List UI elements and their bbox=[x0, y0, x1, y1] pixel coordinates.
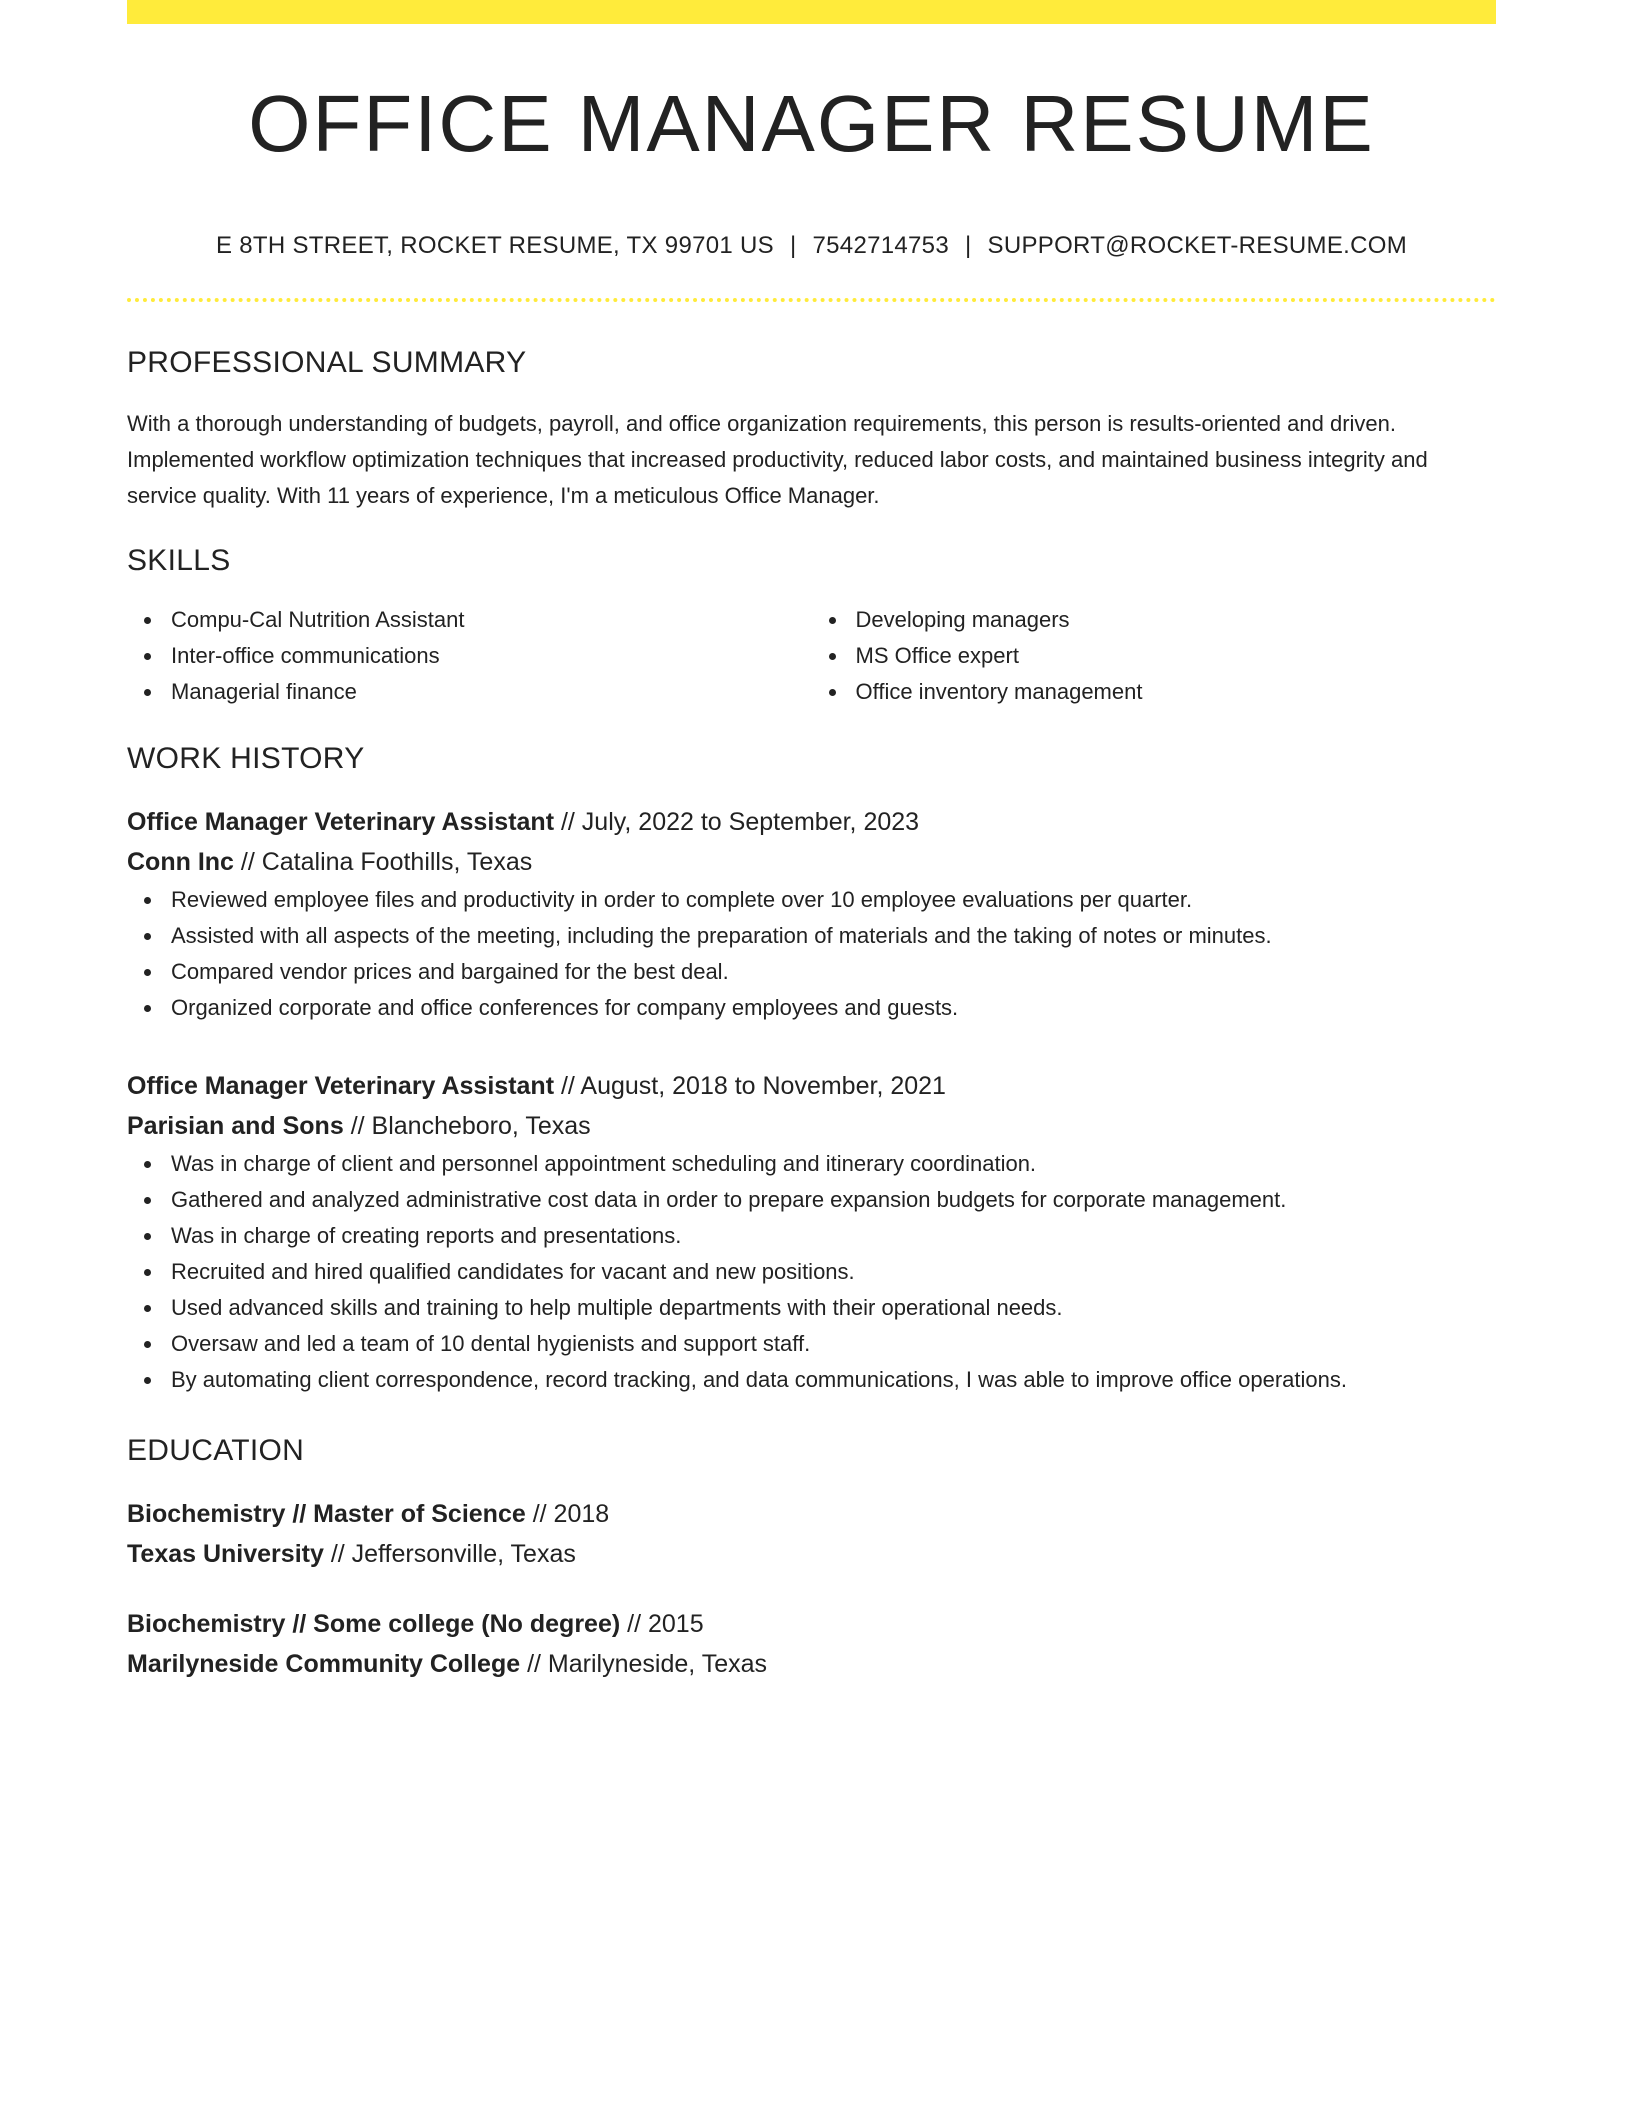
section-heading-education: EDUCATION bbox=[127, 1434, 305, 1467]
accent-top-bar bbox=[127, 0, 1496, 24]
job-title-line bbox=[127, 1066, 1496, 1106]
contact-separator: | bbox=[964, 232, 972, 259]
job-bullet: Recruited and hired qualified candidates for vacant and new positions. bbox=[127, 1254, 1496, 1290]
job-company-line bbox=[127, 1106, 1496, 1146]
job-company-line bbox=[127, 842, 1496, 882]
section-heading-work-history: WORK HISTORY bbox=[127, 742, 365, 775]
education-entry bbox=[127, 1604, 1496, 1684]
job-bullet: By automating client correspondence, record tracking, and data communications, I was able to improve office operations. bbox=[127, 1362, 1496, 1398]
skill-item: Office inventory management bbox=[812, 674, 1497, 710]
education-degree-line bbox=[127, 1494, 1496, 1534]
job-bullet: Organized corporate and office conferences for company employees and guests. bbox=[127, 990, 1496, 1026]
dotted-divider bbox=[127, 298, 1496, 302]
job-location: // Catalina Foothills, Texas bbox=[233, 848, 533, 876]
job-bullet: Was in charge of client and personnel appointment scheduling and itinerary coordination. bbox=[127, 1146, 1496, 1182]
job-bullet: Used advanced skills and training to help multiple departments with their operational needs. bbox=[127, 1290, 1496, 1326]
job-title-line bbox=[127, 802, 1496, 842]
contact-address: E 8TH STREET, ROCKET RESUME, TX 99701 US bbox=[216, 232, 774, 259]
contact-separator: | bbox=[789, 232, 797, 259]
skill-item: Managerial finance bbox=[127, 674, 812, 710]
job-dates: // July, 2022 to September, 2023 bbox=[554, 808, 920, 836]
education-degree: Biochemistry // Master of Science bbox=[127, 1500, 526, 1528]
page-title: OFFICE MANAGER RESUME bbox=[248, 79, 1375, 168]
education-school-line bbox=[127, 1644, 1496, 1684]
skills-grid bbox=[127, 602, 1496, 710]
education-degree-line bbox=[127, 1604, 1496, 1644]
skill-item: Developing managers bbox=[812, 602, 1497, 638]
section-heading-summary: PROFESSIONAL SUMMARY bbox=[127, 346, 527, 379]
job-bullet: Was in charge of creating reports and presentations. bbox=[127, 1218, 1496, 1254]
education-school: Marilyneside Community College bbox=[127, 1650, 521, 1678]
skill-item: Compu-Cal Nutrition Assistant bbox=[127, 602, 812, 638]
resume-page bbox=[127, 0, 1496, 1684]
job-bullet-list bbox=[127, 882, 1496, 1026]
contact-line bbox=[127, 232, 1496, 260]
skills-column-right bbox=[812, 602, 1497, 710]
education-year: // 2015 bbox=[620, 1610, 704, 1638]
education-year: // 2018 bbox=[525, 1500, 610, 1528]
job-bullet: Gathered and analyzed administrative cost data in order to prepare expansion budgets for corporate management. bbox=[127, 1182, 1496, 1218]
job-bullet: Oversaw and led a team of 10 dental hygienists and support staff. bbox=[127, 1326, 1496, 1362]
education-school: Texas University bbox=[127, 1540, 324, 1568]
job-bullet: Compared vendor prices and bargained for the best deal. bbox=[127, 954, 1496, 990]
education-degree: Biochemistry // Some college (No degree) bbox=[127, 1610, 621, 1638]
contact-email: SUPPORT@ROCKET-RESUME.COM bbox=[987, 232, 1407, 259]
skills-column-left bbox=[127, 602, 812, 710]
skill-item: MS Office expert bbox=[812, 638, 1497, 674]
job-title: Office Manager Veterinary Assistant bbox=[127, 808, 555, 836]
job-entry bbox=[127, 802, 1496, 1026]
section-heading-skills: SKILLS bbox=[127, 544, 231, 577]
job-entry bbox=[127, 1066, 1496, 1398]
contact-phone: 7542714753 bbox=[812, 232, 949, 259]
education-school-line bbox=[127, 1534, 1496, 1574]
education-entry bbox=[127, 1494, 1496, 1574]
skill-item: Inter-office communications bbox=[127, 638, 812, 674]
job-company: Conn Inc bbox=[127, 848, 234, 876]
summary-paragraph: With a thorough understanding of budgets, payroll, and office organization requirements, this person is results-oriented and driven. Implemented workflow optimization techniques that increased productivity, reduced labor costs, and maintained business integrity and service quality. With 11 years of experience, I'm a meticulous Office Manager. bbox=[127, 411, 1428, 508]
job-company: Parisian and Sons bbox=[127, 1112, 344, 1140]
job-bullet: Reviewed employee files and productivity in order to complete over 10 employee evaluations per quarter. bbox=[127, 882, 1496, 918]
job-dates: // August, 2018 to November, 2021 bbox=[554, 1072, 946, 1100]
education-location: // Marilyneside, Texas bbox=[520, 1650, 768, 1678]
education-location: // Jeffersonville, Texas bbox=[323, 1540, 576, 1568]
job-bullet: Assisted with all aspects of the meeting, including the preparation of materials and the taking of notes or minutes. bbox=[127, 918, 1496, 954]
job-location: // Blancheboro, Texas bbox=[343, 1112, 591, 1140]
job-title: Office Manager Veterinary Assistant bbox=[127, 1072, 555, 1100]
job-bullet-list bbox=[127, 1146, 1496, 1398]
